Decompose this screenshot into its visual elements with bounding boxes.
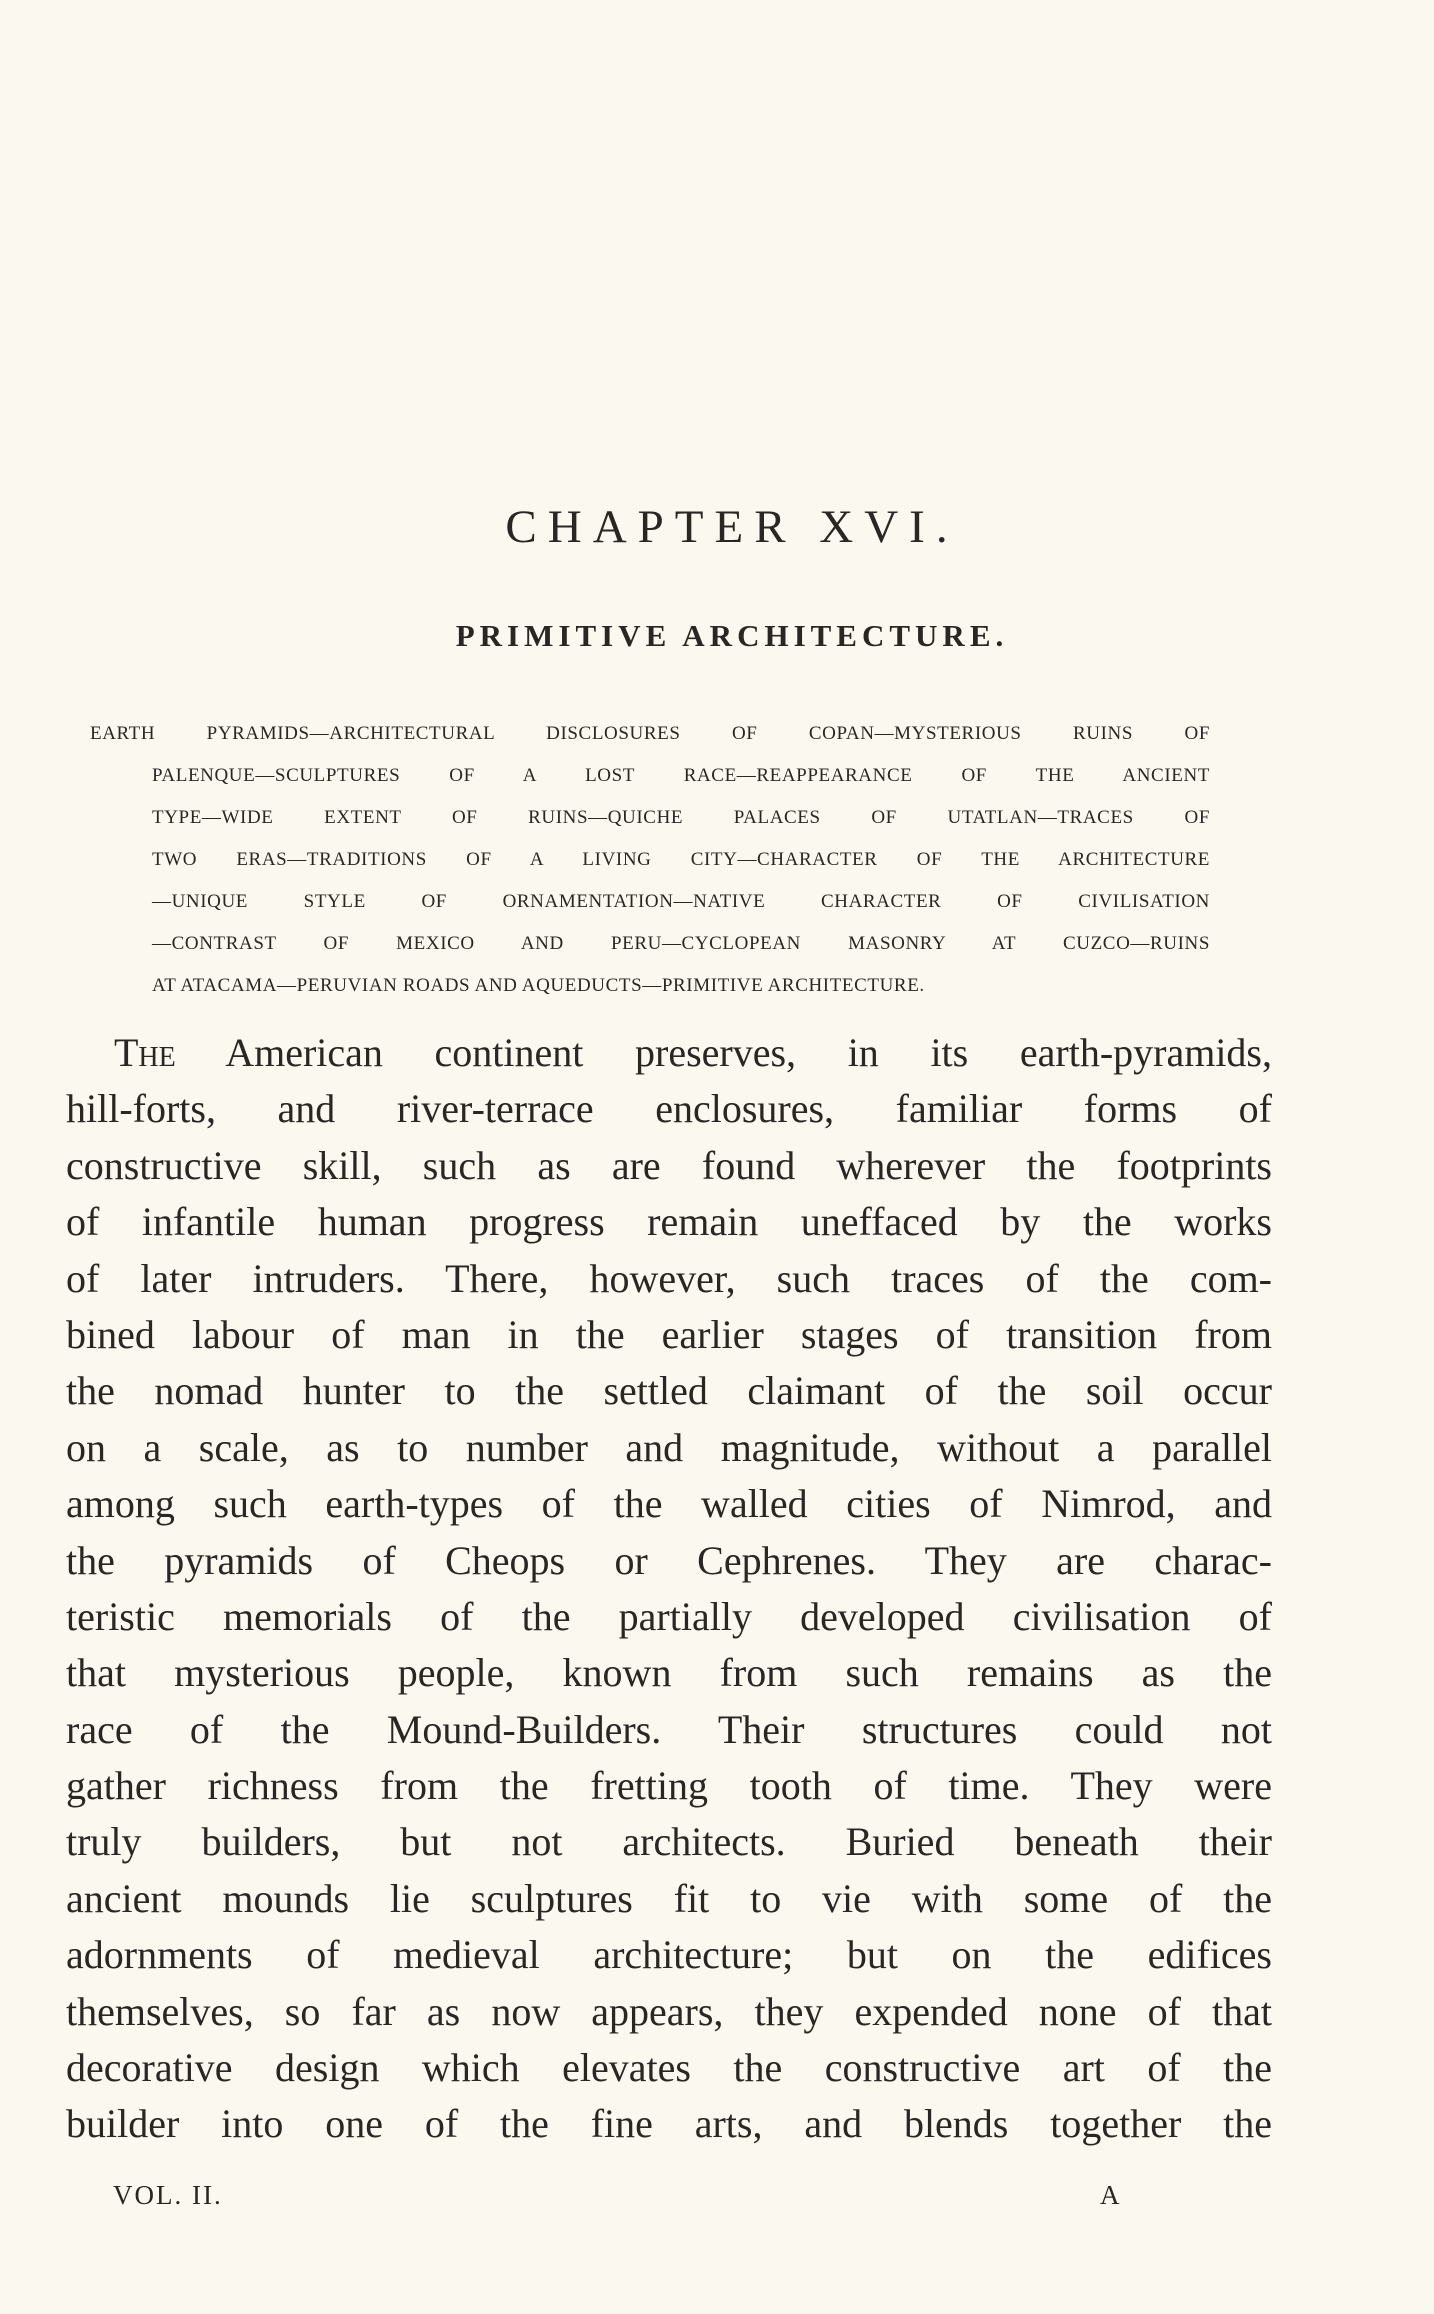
signature-mark: A [1100, 2180, 1122, 2210]
body-line: themselves, so far as now appears, they expended none of that [66, 1988, 1272, 2034]
body-first-line-text: American continent preserves, in its earth-pyramids, [175, 1030, 1272, 1075]
body-line: builder into one of the fine arts, and blends together the [66, 2101, 1272, 2147]
body-line: that mysterious people, known from such remains as the [66, 1650, 1272, 1696]
synopsis-line: —UNIQUE STYLE OF ORNAMENTATION—NATIVE CHARACTER OF CIVILISATION [152, 891, 1210, 912]
synopsis-line: PALENQUE—SCULPTURES OF A LOST RACE—REAPPEARANCE OF THE ANCIENT [152, 765, 1210, 786]
synopsis-line: —CONTRAST OF MEXICO AND PERU—CYCLOPEAN MASONRY AT CUZCO—RUINS [152, 933, 1210, 954]
body-line: decorative design which elevates the constructive art of the [66, 2045, 1272, 2091]
body-line: of infantile human progress remain uneffaced by the works [66, 1199, 1272, 1245]
body-line: the pyramids of Cheops or Cephrenes. They are charac- [66, 1537, 1272, 1583]
synopsis-line: EARTH PYRAMIDS—ARCHITECTURAL DISCLOSURES OF COPAN—MYSTERIOUS RUINS OF [90, 723, 1210, 744]
chapter-synopsis [90, 713, 1210, 1007]
section-title: PRIMITIVE ARCHITECTURE. [455, 618, 1009, 653]
body-line: ancient mounds lie sculptures fit to vie with some of the [66, 1875, 1272, 1921]
page-footer [0, 2180, 1434, 2220]
body-line: gather richness from the fretting tooth of time. They were [66, 1763, 1272, 1809]
synopsis-line: TYPE—WIDE EXTENT OF RUINS—QUICHE PALACES OF UTATLAN—TRACES OF [152, 807, 1210, 828]
opening-word: The [114, 1030, 176, 1075]
body-line: on a scale, as to number and magnitude, without a parallel [66, 1424, 1272, 1470]
volume-label: VOL. II. [113, 2180, 223, 2210]
body-paragraph [66, 1025, 1272, 2153]
body-line: of later intruders. There, however, such traces of the com- [66, 1255, 1272, 1301]
body-line: constructive skill, such as are found wherever the footprints [66, 1142, 1272, 1188]
body-line: bined labour of man in the earlier stages of transition from [66, 1311, 1272, 1357]
body-line: adornments of medieval architecture; but on the edifices [66, 1932, 1272, 1978]
synopsis-line: TWO ERAS—TRADITIONS OF A LIVING CITY—CHARACTER OF THE ARCHITECTURE [152, 849, 1210, 870]
body-line: hill-forts, and river-terrace enclosures, familiar forms of [66, 1086, 1272, 1132]
chapter-title: CHAPTER XVI. [505, 501, 959, 553]
body-line: the nomad hunter to the settled claimant of the soil occur [66, 1368, 1272, 1414]
body-line [66, 1025, 1272, 1081]
body-line: teristic memorials of the partially developed civilisation of [66, 1593, 1272, 1639]
synopsis-line: AT ATACAMA—PERUVIAN ROADS AND AQUEDUCTS—PRIMITIVE ARCHITECTURE. [152, 975, 925, 996]
body-line: among such earth-types of the walled cities of Nimrod, and [66, 1481, 1272, 1527]
body-line: truly builders, but not architects. Buried beneath their [66, 1819, 1272, 1865]
body-line: race of the Mound-Builders. Their structures could not [66, 1706, 1272, 1752]
